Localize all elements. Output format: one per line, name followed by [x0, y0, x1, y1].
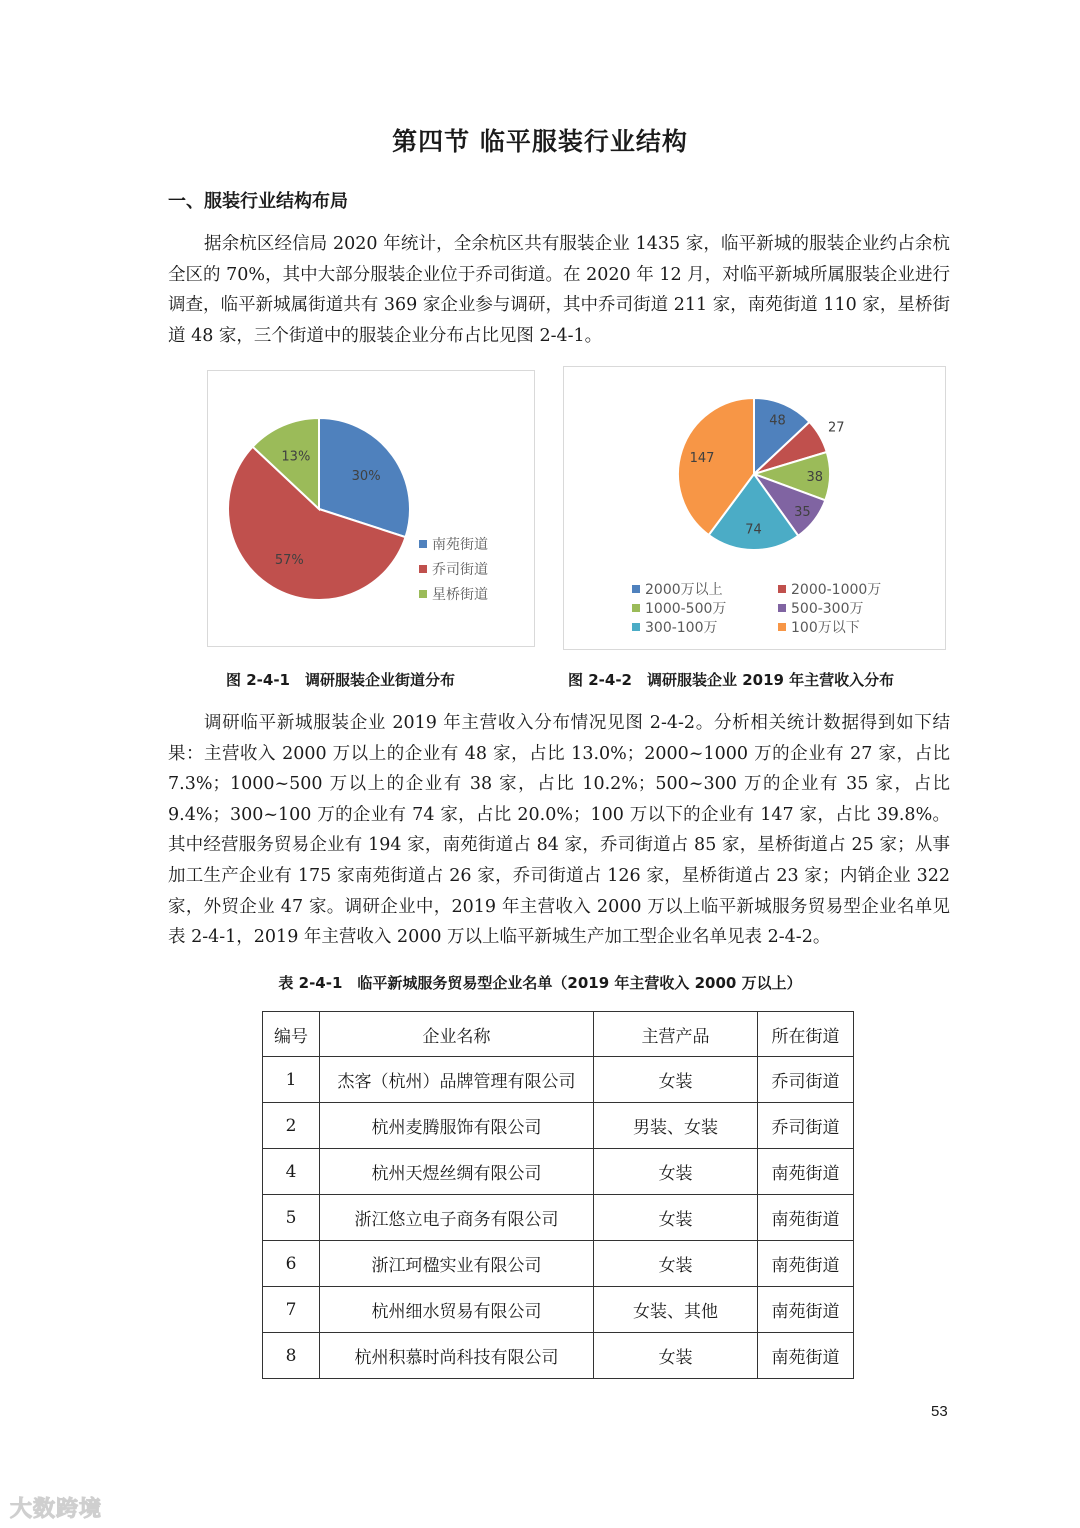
chart2-legend-label-0: 2000万以上	[645, 582, 723, 598]
revenue-distribution-pie	[564, 367, 945, 649]
cell-main-product: 女装	[594, 1333, 758, 1379]
cell-company-name: 杭州细水贸易有限公司	[320, 1287, 594, 1333]
table-row	[263, 1103, 854, 1149]
chart1-data-label-1: 57%	[274, 553, 304, 569]
street-distribution-pie	[208, 371, 534, 646]
cell-number: 7	[263, 1287, 320, 1333]
chart2-legend-swatch-3	[778, 604, 786, 612]
cell-company-name: 杰客（杭州）品牌管理有限公司	[320, 1057, 594, 1103]
street-distribution-chart	[207, 370, 535, 647]
chart1-legend-swatch-0	[419, 540, 427, 548]
cell-street: 南苑街道	[758, 1241, 854, 1287]
chart2-legend-label-3: 500-300万	[791, 601, 864, 617]
chart2-data-label-5: 147	[689, 450, 715, 466]
figure-1-caption: 图 2-4-1 调研服装企业街道分布	[226, 671, 455, 689]
page-number: 53	[931, 1403, 948, 1420]
chart1-legend-swatch-2	[419, 590, 427, 598]
cell-main-product: 女装	[594, 1195, 758, 1241]
table-row	[263, 1149, 854, 1195]
cell-number: 8	[263, 1333, 320, 1379]
table-row	[263, 1057, 854, 1103]
cell-number: 6	[263, 1241, 320, 1287]
chart1-legend-label-2: 星桥街道	[432, 587, 488, 603]
figure-2-caption: 图 2-4-2 调研服装企业 2019 年主营收入分布	[568, 671, 895, 689]
paragraph-1: 据余杭区经信局 2020 年统计，全余杭区共有服装企业 1435 家，临平新城的服装企业约占余杭全区的 70%，其中大部分服装企业位于乔司街道。在 2020 年 12 月，对临平新城所属服装企业进行调查，临平新城属街道共有 369 家企业参与调研，其中乔司街道 211 家，南苑街道 110 家，星桥街道 48 家，三个街道中的服装企业分布占比见图 2-4-1。	[168, 234, 950, 346]
cell-main-product: 女装、其他	[594, 1287, 758, 1333]
header-company-name: 企业名称	[320, 1012, 594, 1057]
chart2-data-label-4: 74	[745, 522, 762, 538]
chart2-data-label-2: 38	[806, 469, 824, 485]
watermark-logo: 大数跨境	[10, 1497, 103, 1522]
table-title: 表 2-4-1 临平新城服务贸易型企业名单（2019 年主营收入 2000 万以上）	[278, 974, 802, 992]
cell-number: 5	[263, 1195, 320, 1241]
chart2-legend-label-2: 1000-500万	[645, 601, 727, 617]
cell-street: 南苑街道	[758, 1195, 854, 1241]
cell-main-product: 男装、女装	[594, 1103, 758, 1149]
chart2-legend-swatch-0	[632, 585, 640, 593]
cell-main-product: 女装	[594, 1057, 758, 1103]
header-main-product: 主营产品	[594, 1012, 758, 1057]
cell-street: 南苑街道	[758, 1333, 854, 1379]
chart1-legend-swatch-1	[419, 565, 427, 573]
cell-number: 2	[263, 1103, 320, 1149]
chart2-legend-swatch-1	[778, 585, 786, 593]
cell-company-name: 杭州积慕时尚科技有限公司	[320, 1333, 594, 1379]
header-number: 编号	[263, 1012, 320, 1057]
paragraph-2: 调研临平新城服装企业 2019 年主营收入分布情况见图 2-4-2。分析相关统计数据得到如下结果：主营收入 2000 万以上的企业有 48 家，占比 13.0%；2000~1000 万的企业有 27 家，占比 7.3%；1000~500 万以上的企业有 38 家，占比 10.2%；500~300 万的企业有 35 家，占比 9.4%；300~100 万的企业有 74 家，占比 20.0%；100 万以下的企业有 147 家，占比 39.8%。其中经营服务贸易企业有 194 家，南苑街道占 84 家，乔司街道占 85 家，星桥街道占 25 家；从事加工生产企业有 175 家南苑街道占 26 家，乔司街道占 126 家，星桥街道占 23 家；内销企业 322 家，外贸企业 47 家。调研企业中，2019 年主营收入 2000 万以上临平新城服务贸易型企业名单见表 2-4-1，2019 年主营收入 2000 万以上临平新城生产加工型企业名单见表 2-4-2。	[168, 713, 950, 948]
cell-street: 南苑街道	[758, 1287, 854, 1333]
chart2-data-label-0: 48	[769, 413, 786, 429]
chart1-legend-label-0: 南苑街道	[432, 537, 488, 553]
chart1-legend-label-1: 乔司街道	[432, 562, 488, 578]
chart2-legend-label-4: 300-100万	[645, 620, 718, 636]
header-street: 所在街道	[758, 1012, 854, 1057]
chart2-legend-label-1: 2000-1000万	[791, 582, 882, 598]
table-header-row	[263, 1012, 854, 1057]
cell-street: 南苑街道	[758, 1149, 854, 1195]
chart1-data-label-2: 13%	[281, 449, 311, 465]
table-row	[263, 1195, 854, 1241]
cell-company-name: 浙江珂楹实业有限公司	[320, 1241, 594, 1287]
chart2-legend-swatch-5	[778, 623, 786, 631]
company-table	[262, 1011, 854, 1379]
table-row	[263, 1287, 854, 1333]
section-title: 第四节 临平服装行业结构	[392, 127, 688, 156]
cell-main-product: 女装	[594, 1241, 758, 1287]
cell-company-name: 浙江悠立电子商务有限公司	[320, 1195, 594, 1241]
cell-company-name: 杭州麦腾服饰有限公司	[320, 1103, 594, 1149]
chart2-legend-label-5: 100万以下	[791, 620, 860, 636]
table-row	[263, 1241, 854, 1287]
cell-number: 4	[263, 1149, 320, 1195]
cell-street: 乔司街道	[758, 1103, 854, 1149]
cell-main-product: 女装	[594, 1149, 758, 1195]
chart2-data-label-1: 27	[827, 420, 845, 436]
chart2-legend-swatch-4	[632, 623, 640, 631]
cell-number: 1	[263, 1057, 320, 1103]
cell-company-name: 杭州天煜丝绸有限公司	[320, 1149, 594, 1195]
subsection-heading: 一、服装行业结构布局	[168, 191, 348, 212]
chart2-data-label-3: 35	[794, 504, 811, 520]
table-row	[263, 1333, 854, 1379]
chart2-legend-swatch-2	[632, 604, 640, 612]
revenue-distribution-chart	[563, 366, 946, 650]
cell-street: 乔司街道	[758, 1057, 854, 1103]
chart1-data-label-0: 30%	[351, 468, 381, 484]
